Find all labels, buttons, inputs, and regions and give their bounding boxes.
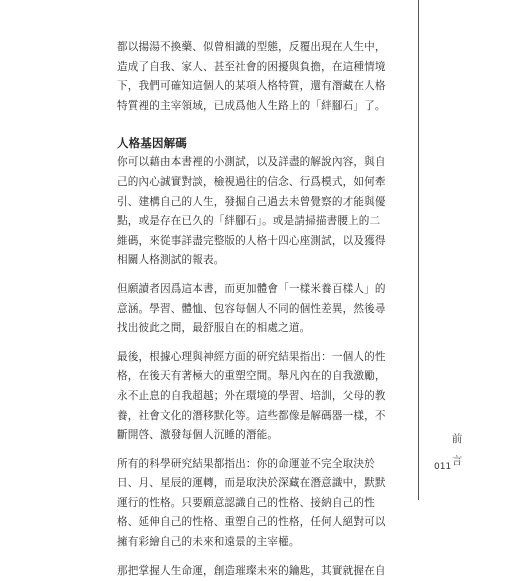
running-title-char-1: 前 <box>451 433 463 445</box>
page-number: 011 <box>434 462 452 472</box>
margin-rule <box>418 0 419 500</box>
paragraph-3: 但願讀者因爲這本書，而更加體會「一樣米養百樣人」的意涵。學習、體恤、包容每個人不同的個性差異，然後尋找出彼此之間，最舒服自在的相處之道。 <box>117 282 386 335</box>
paragraph-4: 最後，根據心理與神經方面的研究結果指出：一個人的性格，在後天有著極大的重塑空間。舉凡內在的自我激勵，永不止息的自我超越；外在環境的學習、培訓，父母的教養，社會文化的潛移默化等。這些都像是解碼器一樣，不斷開啓、激發每個人沉睡的潛能。 <box>117 350 386 442</box>
paragraph-5: 所有的科學研究結果都指出：你的命運並不完全取決於日、月、星辰的運轉，而是取決於深藏在潛意識中，默默運行的性格。只要願意認識自己的性格、接納自己的性格、延伸自己的性格、重塑自己的性格，任何人絕對可以擁有彩繪自己的未來和遠景的主宰權。 <box>117 457 386 549</box>
running-title-char-2: 言 <box>451 455 463 467</box>
section-heading: 人格基因解碼 <box>117 136 187 151</box>
paragraph-6: 那把掌握人生命運，創造璀璨未來的鑰匙，其實就握在自 <box>117 564 386 577</box>
paragraph-2: 你可以藉由本書裡的小測試，以及詳盡的解說內容，與自己的內心誠實對談，檢視過往的信念、行爲模式，如何牽引、建構自己的人生，發掘自己過去未曾覺察的才能與優點，或是存在已久的「絆腳石」。或是請掃描書腰上的二維碼，來從事詳盡完整版的人格十四心座測試，以及獲得相關人格測試的報表。 <box>117 156 386 267</box>
running-title <box>450 428 464 472</box>
paragraph-1: 都以揚湯不換藥、似曾相識的型態，反覆出現在人生中，造成了自我、家人、甚至社會的困擾與負擔，在這種情境下，我們可確知這個人的某項人格特質，還有潛藏在人格特質裡的主宰領域，已成爲他人生路上的「絆腳石」了。 <box>117 41 386 112</box>
